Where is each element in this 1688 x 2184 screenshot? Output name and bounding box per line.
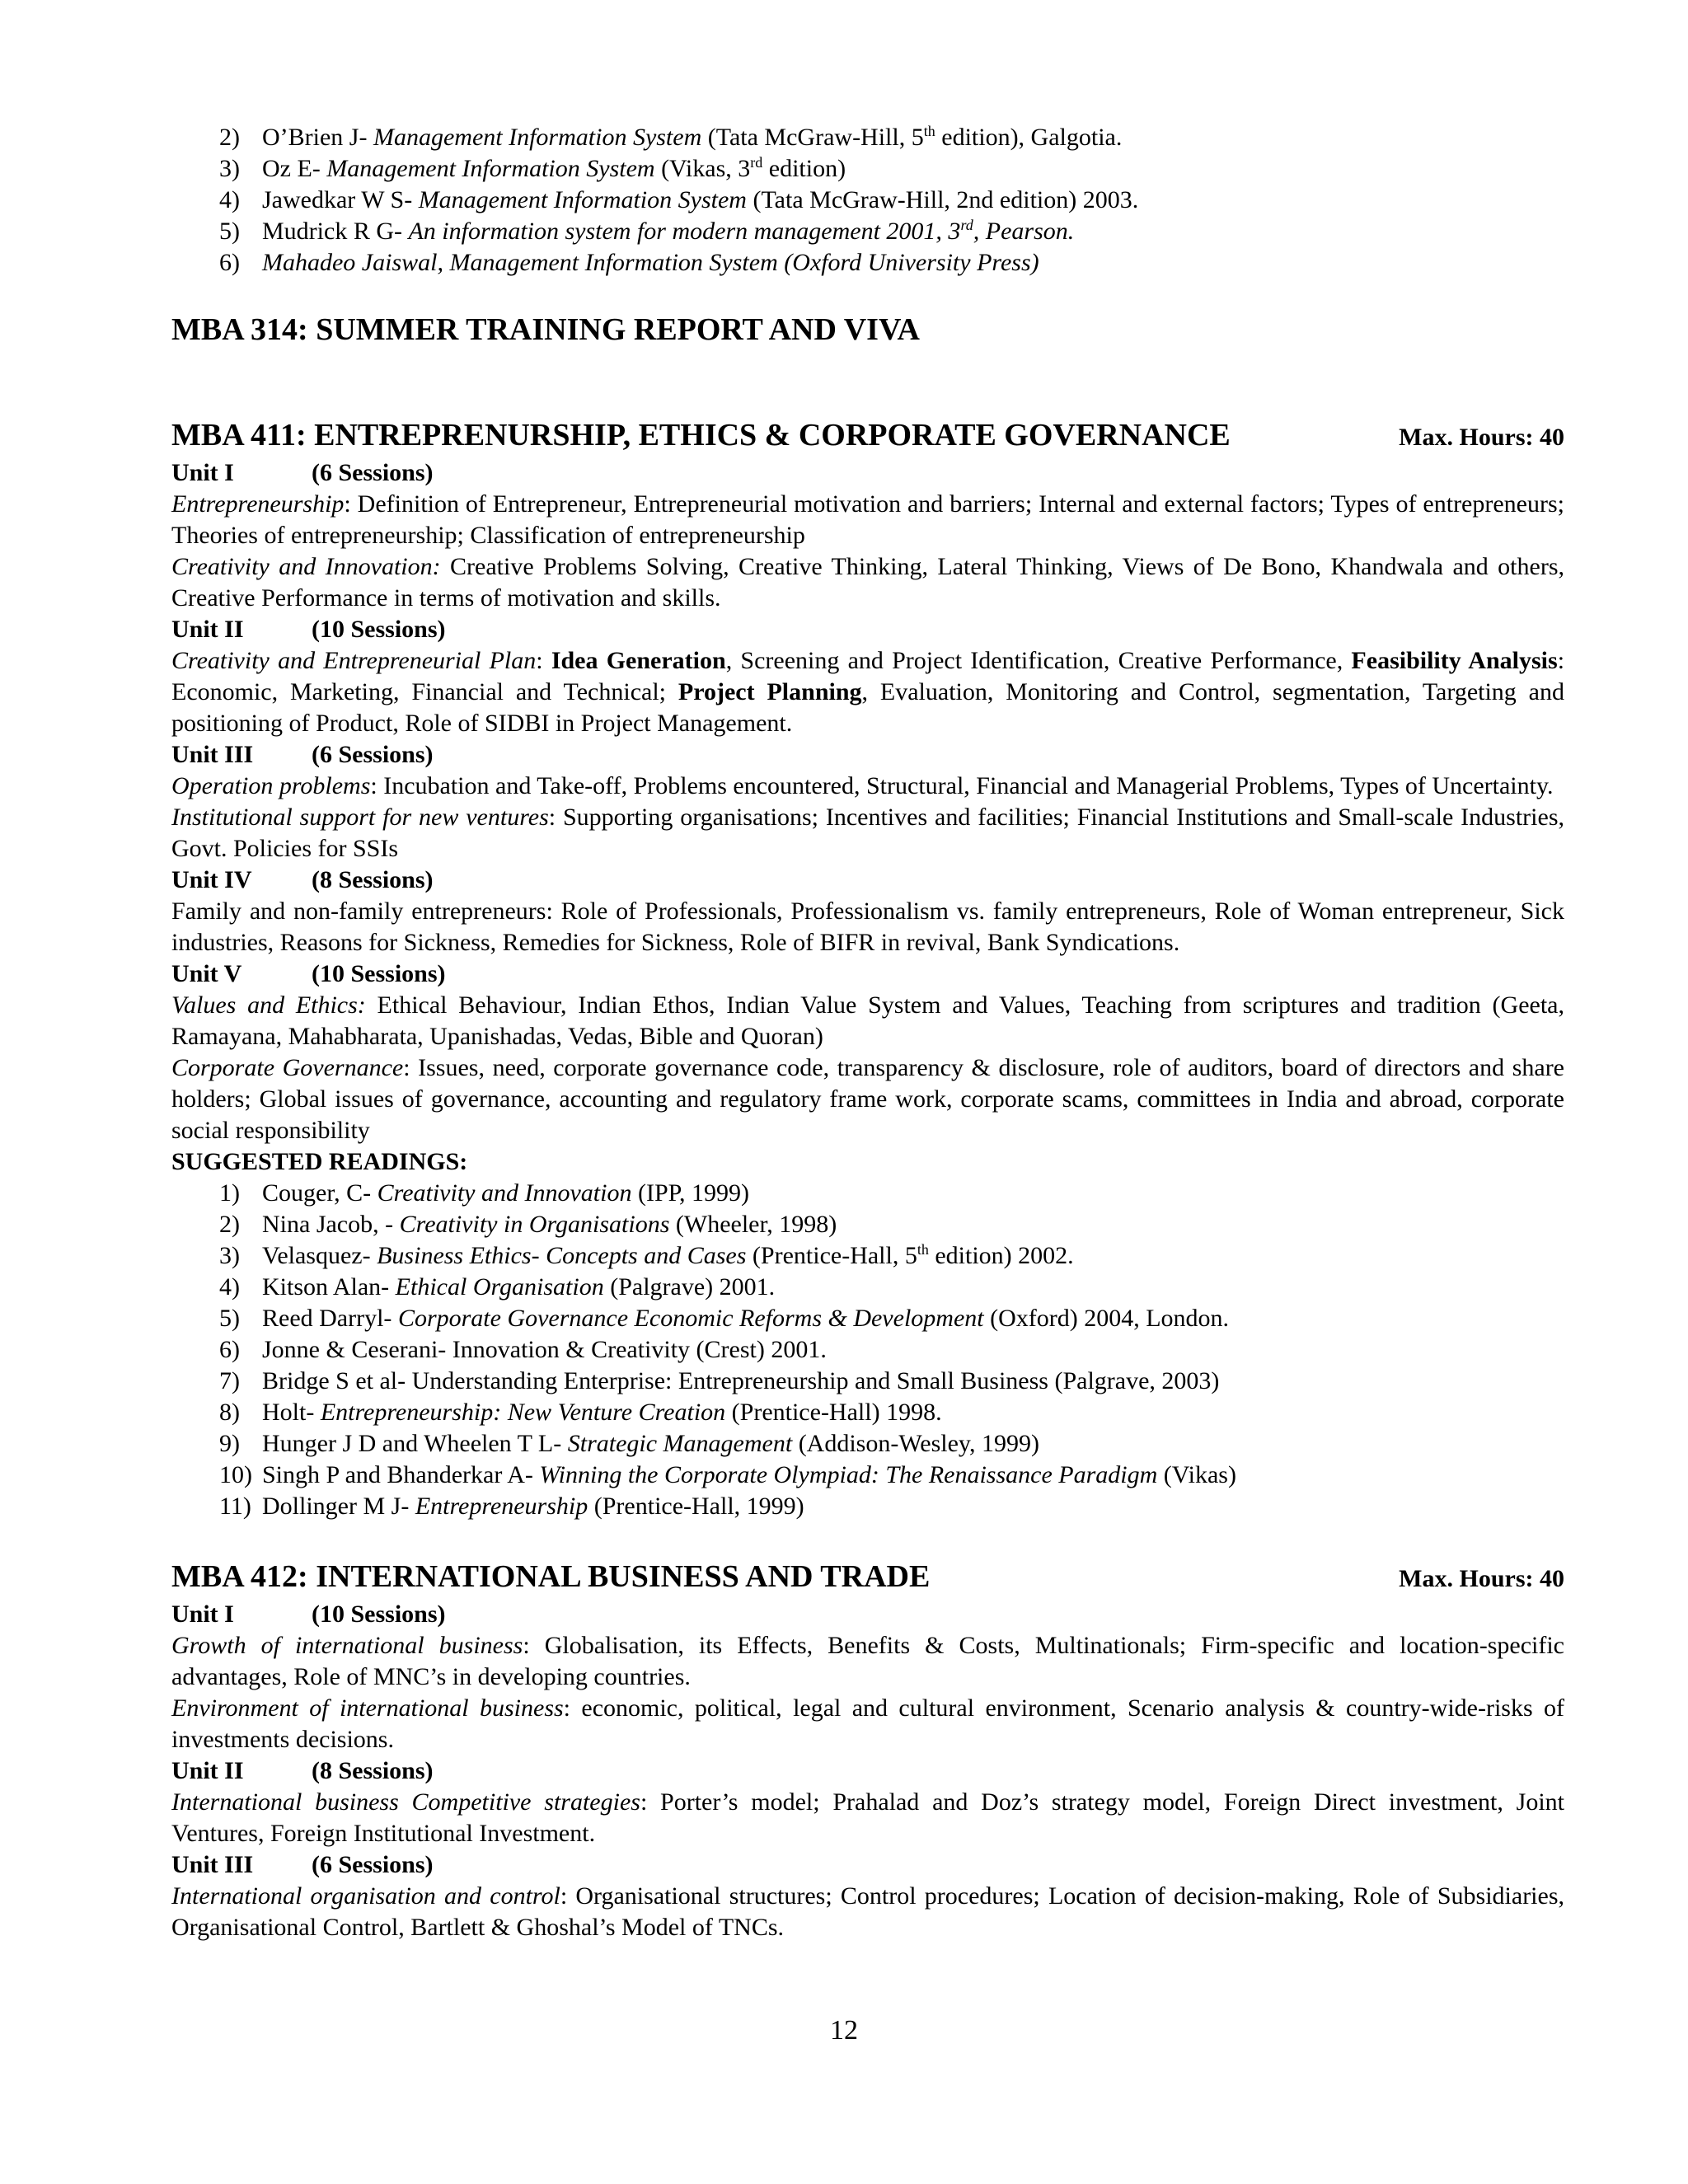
unit-heading	[171, 739, 1564, 771]
topic-text: : Globalisation, its Effects, Benefits & Costs, Multinationals; Firm-specific and location-specific advantages, Role of MNC’s in developing countries.	[171, 1632, 1564, 1690]
reference-part: (Wheeler, 1998)	[669, 1211, 837, 1238]
reference-part: Jonne & Ceserani- Innovation & Creativity (Crest) 2001.	[262, 1336, 827, 1363]
reference-text	[262, 1178, 1564, 1209]
topic-label: Growth of international business	[171, 1632, 523, 1659]
reference-part: , Pearson.	[973, 218, 1075, 245]
reference-part: (Prentice-Hall) 1998.	[725, 1399, 942, 1426]
paragraph	[171, 1693, 1564, 1755]
reference-part: edition) 2002.	[928, 1242, 1074, 1269]
reference-part: Management Information System	[326, 155, 655, 182]
reference-number: 2)	[219, 124, 240, 151]
reference-text	[262, 1240, 1564, 1272]
reference-number: 5)	[219, 218, 240, 245]
topic-text: Creative Problems Solving, Creative Thinking, Lateral Thinking, Views of De Bono, Khandwala and others, Creative Performance in terms of motivation and skills.	[171, 553, 1564, 612]
reference-text	[262, 216, 1564, 247]
reference-part: Holt-	[262, 1399, 321, 1426]
unit-sessions: (10 Sessions)	[312, 960, 446, 987]
page-number: 12	[830, 2015, 858, 2046]
reference-text	[262, 1460, 1564, 1491]
reference-part: Corporate Governance Economic Reforms & Development	[397, 1305, 984, 1332]
unit-label: Unit IV	[171, 866, 252, 893]
unit-heading	[171, 1849, 1564, 1881]
unit-heading	[171, 614, 1564, 645]
reference-part: Winning the Corporate Olympiad: The Renaissance Paradigm	[539, 1461, 1158, 1488]
topic-text: : Economic, Marketing, Financial and Technical;	[171, 647, 1565, 705]
mba314-heading	[171, 310, 1564, 349]
unit-label: Unit II	[171, 616, 244, 643]
topic-label: Values and Ethics:	[171, 991, 366, 1019]
reference-number: 11)	[219, 1493, 251, 1520]
reference-item	[171, 1460, 1564, 1491]
topic-text: : Porter’s model; Prahalad and Doz’s strategy model, Foreign Direct investment, Joint Ventures, Foreign Institutional Investment.	[171, 1788, 1564, 1847]
reference-part: Hunger J D and Wheelen T L-	[262, 1430, 568, 1457]
paragraph	[171, 896, 1564, 958]
topic-label: Creativity and Innovation:	[171, 553, 441, 580]
reference-item	[171, 1491, 1564, 1522]
unit-sessions: (6 Sessions)	[312, 741, 434, 768]
reference-item	[171, 185, 1564, 216]
unit-heading	[171, 1599, 1564, 1630]
mba314-title: MBA 314: SUMMER TRAINING REPORT AND VIVA	[171, 312, 920, 347]
reference-item	[171, 1209, 1564, 1240]
unit-heading	[171, 958, 1564, 990]
reference-part: th	[923, 123, 935, 139]
reference-part: Mudrick R G-	[262, 218, 409, 245]
reference-part: (Addison-Wesley, 1999)	[792, 1430, 1039, 1457]
reference-number: 2)	[219, 1211, 240, 1238]
reference-item	[171, 1334, 1564, 1366]
reference-part: Creativity in Organisations	[399, 1211, 670, 1238]
topic-text: : Incubation and Take-off, Problems encountered, Structural, Financial and Managerial Problems, Types of Uncertainty.	[370, 772, 1554, 799]
reference-text	[262, 1303, 1564, 1334]
reference-part: Velasquez-	[262, 1242, 377, 1269]
unit-sessions: (10 Sessions)	[312, 616, 446, 643]
suggested-readings-heading: SUGGESTED READINGS:	[171, 1148, 468, 1175]
reference-part: (Tata McGraw-Hill, 2nd edition) 2003.	[746, 186, 1139, 213]
reference-part: edition), Galgotia.	[935, 124, 1123, 151]
reference-part: th	[917, 1241, 929, 1258]
reference-part: Business Ethics- Concepts and Cases	[377, 1242, 747, 1269]
topic-label: Creativity and Entrepreneurial Plan	[171, 647, 537, 674]
reference-number: 4)	[219, 186, 240, 213]
unit-heading	[171, 1755, 1564, 1787]
reference-part: (Prentice-Hall, 5	[746, 1242, 917, 1269]
reference-item	[171, 153, 1564, 185]
topic-text: : Issues, need, corporate governance code, transparency & disclosure, role of auditors, board of directors and share holders; Global issues of governance, accounting and regulatory frame work, corporate scams, committees in India and abroad, corporate social responsibility	[171, 1054, 1565, 1144]
reference-part: (Vikas, 3	[654, 155, 751, 182]
topic-text: Ethical Behaviour, Indian Ethos, Indian Value System and Values, Teaching from scriptures and tradition (Geeta, Ramayana, Mahabharata, Upanishadas, Vedas, Bible and Quoran)	[171, 991, 1564, 1050]
reference-number: 7)	[219, 1367, 240, 1394]
mba411-heading	[171, 415, 1564, 457]
paragraph	[171, 771, 1564, 802]
reference-part: (Vikas)	[1157, 1461, 1236, 1488]
reference-number: 8)	[219, 1399, 240, 1426]
reference-item	[171, 1303, 1564, 1334]
reference-part: Nina Jacob, -	[262, 1211, 400, 1238]
reference-text	[262, 1272, 1564, 1303]
reference-number: 1)	[219, 1179, 240, 1207]
mba412-heading	[171, 1557, 1564, 1599]
mba411-title: MBA 411: ENTREPRENURSHIP, ETHICS & CORPORATE GOVERNANCE	[171, 418, 1231, 452]
reference-item	[171, 1428, 1564, 1460]
reference-part: Creativity and Innovation	[377, 1179, 632, 1207]
unit-sessions: (8 Sessions)	[312, 866, 434, 893]
topic-text: : Definition of Entrepreneur, Entrepreneurial motivation and barriers; Internal and external factors; Types of entrepreneurs; Theories of entrepreneurship; Classification of entrepreneurship	[171, 490, 1564, 549]
reference-item	[171, 247, 1564, 279]
reference-text	[262, 1209, 1564, 1240]
reference-number: 9)	[219, 1430, 240, 1457]
topic-label: Corporate Governance	[171, 1054, 404, 1081]
topic-label: Institutional support for new ventures	[171, 804, 549, 831]
topic-text: , Screening and Project Identification, Creative Performance,	[725, 647, 1352, 674]
topic-label: International business Competitive strategies	[171, 1788, 640, 1816]
reference-item	[171, 1272, 1564, 1303]
suggested-readings-list	[171, 1178, 1564, 1522]
bold-term: Idea Generation	[551, 647, 726, 674]
reference-part: O’Brien J-	[262, 124, 373, 151]
mba412-hours: Max. Hours: 40	[1399, 1565, 1564, 1592]
reference-part: rd	[750, 154, 763, 171]
unit-label: Unit III	[171, 741, 254, 768]
paragraph	[171, 489, 1564, 551]
unit-label: Unit I	[171, 1601, 234, 1628]
reference-text	[262, 1397, 1564, 1428]
reference-part: (Oxford) 2004, London.	[983, 1305, 1230, 1332]
reference-part: Entrepreneurship: New Venture Creation	[320, 1399, 726, 1426]
reference-part: Oz E-	[262, 155, 327, 182]
reference-item	[171, 122, 1564, 153]
topic-text: Family and non-family entrepreneurs: Role of Professionals, Professionalism vs. family entrepreneurs, Role of Woman entrepreneur, Sick industries, Reasons for Sickness, Remedies for Sickness, Role of BIFR in revival, Bank Syndications.	[171, 898, 1564, 956]
paragraph	[171, 990, 1564, 1052]
reference-number: 10)	[219, 1461, 252, 1488]
reference-part: (Palgrave) 2001.	[603, 1273, 776, 1301]
reference-text	[262, 1366, 1564, 1397]
reference-part: Ethical Organisation	[395, 1273, 604, 1301]
unit-heading	[171, 457, 1564, 489]
page-content	[171, 122, 1564, 1943]
reference-text	[262, 247, 1564, 279]
reference-part: Reed Darryl-	[262, 1305, 398, 1332]
reference-text	[262, 1491, 1564, 1522]
topic-text: : Supporting organisations; Incentives and facilities; Financial Institutions and Small-scale Industries, Govt. Policies for SSIs	[171, 804, 1564, 862]
unit-label: Unit III	[171, 1851, 254, 1878]
reference-text	[262, 122, 1564, 153]
reference-text	[262, 1334, 1564, 1366]
topic-text: : economic, political, legal and cultural environment, Scenario analysis & country-wide-risks of investments decisions.	[171, 1694, 1565, 1753]
reference-item	[171, 1366, 1564, 1397]
reference-part: Singh P and Bhanderkar A-	[262, 1461, 540, 1488]
topic-text: , Evaluation, Monitoring and Control, segmentation, Targeting and positioning of Product, Role of SIDBI in Project Management.	[171, 678, 1564, 737]
paragraph	[171, 645, 1564, 739]
reference-part: rd	[960, 217, 973, 233]
paragraph	[171, 1052, 1564, 1146]
bold-term: Feasibility Analysis	[1351, 647, 1558, 674]
reference-part: (IPP, 1999)	[631, 1179, 749, 1207]
reference-part: Kitson Alan-	[262, 1273, 396, 1301]
reference-number: 6)	[219, 249, 240, 276]
unit-label: Unit II	[171, 1757, 244, 1784]
mba412-title: MBA 412: INTERNATIONAL BUSINESS AND TRADE	[171, 1559, 931, 1594]
paragraph	[171, 1881, 1564, 1943]
topic-text: : Organisational structures; Control procedures; Location of decision-making, Role of Subsidiaries, Organisational Control, Bartlett & Ghoshal’s Model of TNCs.	[171, 1882, 1565, 1941]
unit-label: Unit I	[171, 459, 234, 486]
unit-sessions: (6 Sessions)	[312, 459, 434, 486]
mba411-hours: Max. Hours: 40	[1399, 424, 1564, 451]
reference-part: edition)	[762, 155, 846, 182]
reference-number: 4)	[219, 1273, 240, 1301]
topic-label: International organisation and control	[171, 1882, 560, 1910]
paragraph	[171, 1787, 1564, 1849]
topic-label: Entrepreneurship	[171, 490, 345, 518]
reference-number: 3)	[219, 155, 240, 182]
reference-number: 6)	[219, 1336, 240, 1363]
reference-part: (Prentice-Hall, 1999)	[588, 1493, 804, 1520]
reference-part: (Tata McGraw-Hill, 5	[701, 124, 924, 151]
topic-label: Environment of international business	[171, 1694, 564, 1722]
paragraph	[171, 802, 1564, 865]
topic-text: :	[536, 647, 551, 674]
reference-text	[262, 1428, 1564, 1460]
reference-part: Management Information System	[373, 124, 702, 151]
reference-number: 3)	[219, 1242, 240, 1269]
unit-sessions: (6 Sessions)	[312, 1851, 434, 1878]
bold-term: Project Planning	[678, 678, 862, 705]
reference-number: 5)	[219, 1305, 240, 1332]
reference-text	[262, 153, 1564, 185]
reference-part: Management Information System	[418, 186, 747, 213]
mis-reference-list	[171, 122, 1564, 279]
reference-part: Couger, C-	[262, 1179, 377, 1207]
unit-heading	[171, 865, 1564, 896]
reference-part: Jawedkar W S-	[262, 186, 419, 213]
reference-part: Strategic Management	[567, 1430, 793, 1457]
paragraph	[171, 1630, 1564, 1693]
paragraph	[171, 551, 1564, 614]
reference-item	[171, 1178, 1564, 1209]
reference-item	[171, 216, 1564, 247]
reference-part: Bridge S et al- Understanding Enterprise: Entrepreneurship and Small Business (Palgrave, 2003)	[262, 1367, 1220, 1394]
unit-sessions: (10 Sessions)	[312, 1601, 446, 1628]
reference-item	[171, 1397, 1564, 1428]
unit-label: Unit V	[171, 960, 242, 987]
reference-part: An information system for modern management 2001, 3	[408, 218, 961, 245]
reference-item	[171, 1240, 1564, 1272]
reference-text	[262, 185, 1564, 216]
reference-part: Dollinger M J-	[262, 1493, 415, 1520]
unit-sessions: (8 Sessions)	[312, 1757, 434, 1784]
topic-label: Operation problems	[171, 772, 371, 799]
reference-part: Mahadeo Jaiswal, Management Information System (Oxford University Press)	[262, 249, 1039, 276]
reference-part: Entrepreneurship	[415, 1493, 588, 1520]
